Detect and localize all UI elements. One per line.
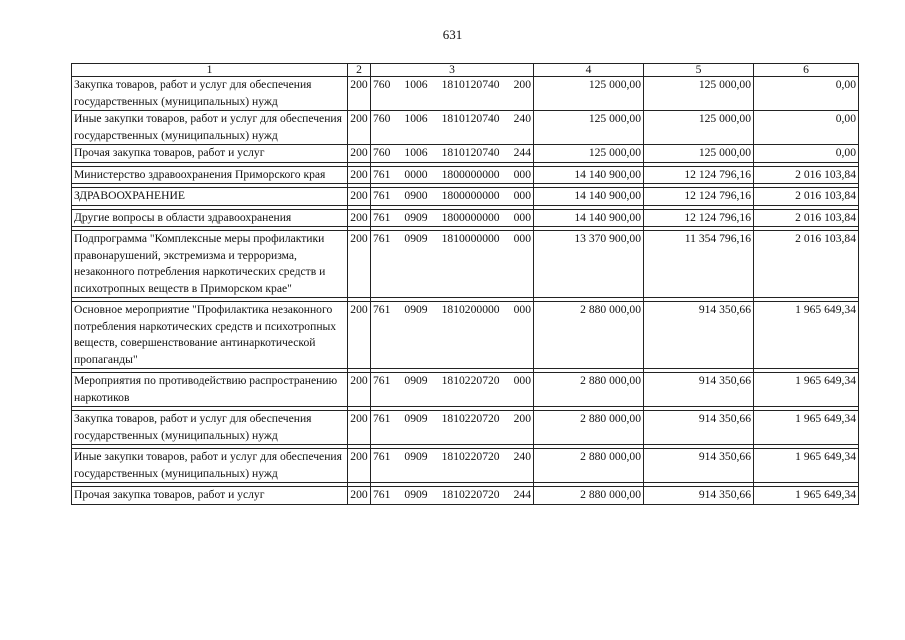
row-value-4: 125 000,00 [534,111,644,145]
code-department: 761 [373,412,391,425]
row-column-2: 200 [348,166,371,184]
code-target-article: 1810220720 [441,412,500,425]
header-col-6: 6 [754,64,859,77]
code-department: 761 [373,189,391,202]
table-row [72,373,859,407]
row-value-4: 125 000,00 [534,77,644,111]
table-header [72,64,859,77]
code-expense-type: 000 [513,167,531,181]
code-target-article: 1810200000 [441,303,500,316]
code-target-article: 1800000000 [441,167,500,181]
row-value-5: 125 000,00 [644,77,754,111]
code-expense-type: 000 [513,374,531,387]
table-row [72,411,859,445]
row-value-6: 2 016 103,84 [754,166,859,184]
header-col-5: 5 [644,64,754,77]
row-name: Другие вопросы в области здравоохранения [72,209,348,227]
row-name: Иные закупки товаров, работ и услуг для обеспечения государственных (муниципальных) нужд [72,449,348,483]
row-value-6: 1 965 649,34 [754,449,859,483]
row-value-4: 2 880 000,00 [534,487,644,505]
table-row [72,166,859,184]
code-target-article: 1810120740 [441,146,500,159]
code-section: 0900 [404,189,428,202]
row-value-5: 125 000,00 [644,145,754,163]
budget-code-parts [373,411,531,428]
table-row [72,111,859,145]
code-section: 0909 [404,232,428,245]
budget-code-parts [373,449,531,466]
code-expense-type: 000 [513,189,531,202]
row-name: Закупка товаров, работ и услуг для обеспечения государственных (муниципальных) нужд [72,77,348,111]
row-value-6: 1 965 649,34 [754,302,859,369]
row-name: Основное мероприятие "Профилактика незаконного потребления наркотических средств и психотропных веществ, совершенствование антинаркотической пропаганды" [72,302,348,369]
row-value-6: 0,00 [754,111,859,145]
row-value-4: 14 140 900,00 [534,188,644,206]
header-col-1: 1 [72,64,348,77]
code-expense-type: 240 [513,112,531,125]
code-target-article: 1810000000 [441,232,500,245]
code-section: 0909 [404,303,428,316]
budget-code-parts [373,210,531,227]
table-row [72,231,859,298]
row-value-4: 13 370 900,00 [534,231,644,298]
header-row [72,64,859,77]
code-expense-type: 000 [513,232,531,245]
code-expense-type: 200 [513,78,531,91]
code-department: 760 [373,78,391,91]
row-budget-code [371,77,534,111]
row-value-4: 14 140 900,00 [534,166,644,184]
row-value-4: 2 880 000,00 [534,373,644,407]
row-column-2: 200 [348,411,371,445]
code-target-article: 1810220720 [441,488,500,501]
row-value-5: 914 350,66 [644,411,754,445]
row-budget-code [371,373,534,407]
code-section: 0909 [404,450,428,463]
row-value-5: 914 350,66 [644,487,754,505]
row-budget-code [371,209,534,227]
row-budget-code [371,411,534,445]
row-value-5: 914 350,66 [644,302,754,369]
code-department: 761 [373,167,391,181]
code-target-article: 1810220720 [441,450,500,463]
budget-code-parts [373,77,531,94]
row-value-6: 0,00 [754,145,859,163]
table-row [72,302,859,369]
code-expense-type: 000 [513,303,531,316]
table-row [72,449,859,483]
row-value-4: 2 880 000,00 [534,449,644,483]
code-department: 761 [373,488,391,501]
row-value-6: 1 965 649,34 [754,373,859,407]
row-column-2: 200 [348,302,371,369]
row-value-6: 0,00 [754,77,859,111]
code-department: 760 [373,112,391,125]
row-column-2: 200 [348,145,371,163]
budget-code-parts [373,111,531,128]
row-budget-code [371,487,534,505]
row-value-6: 1 965 649,34 [754,487,859,505]
row-value-4: 2 880 000,00 [534,302,644,369]
code-expense-type: 200 [513,412,531,425]
header-col-4: 4 [534,64,644,77]
row-value-5: 125 000,00 [644,111,754,145]
code-department: 761 [373,303,391,316]
code-target-article: 1810120740 [441,112,500,125]
code-department: 761 [373,374,391,387]
budget-table [71,63,859,505]
row-name: ЗДРАВООХРАНЕНИЕ [72,188,348,206]
budget-code-parts [373,167,531,184]
row-value-5: 914 350,66 [644,449,754,483]
budget-code-parts [373,188,531,205]
row-column-2: 200 [348,188,371,206]
row-value-6: 2 016 103,84 [754,188,859,206]
row-budget-code [371,302,534,369]
row-name: Иные закупки товаров, работ и услуг для обеспечения государственных (муниципальных) нужд [72,111,348,145]
code-section: 0909 [404,374,428,387]
budget-code-parts [373,231,531,248]
code-department: 761 [373,210,391,224]
header-col-2: 2 [348,64,371,77]
row-budget-code [371,166,534,184]
table-body [72,77,859,505]
code-target-article: 1810120740 [441,78,500,91]
row-name: Прочая закупка товаров, работ и услуг [72,487,348,505]
table-row [72,209,859,227]
row-column-2: 200 [348,373,371,407]
row-value-5: 12 124 796,16 [644,188,754,206]
row-column-2: 200 [348,209,371,227]
code-section: 1006 [404,146,428,159]
code-expense-type: 244 [513,488,531,501]
row-value-4: 125 000,00 [534,145,644,163]
row-budget-code [371,231,534,298]
budget-code-parts [373,373,531,390]
row-column-2: 200 [348,449,371,483]
code-target-article: 1800000000 [441,189,500,202]
code-section: 1006 [404,78,428,91]
row-name: Прочая закупка товаров, работ и услуг [72,145,348,163]
row-column-2: 200 [348,77,371,111]
row-budget-code [371,188,534,206]
code-expense-type: 000 [513,210,531,224]
row-value-4: 14 140 900,00 [534,209,644,227]
budget-code-parts [373,487,531,504]
code-section: 1006 [404,112,428,125]
row-value-5: 12 124 796,16 [644,209,754,227]
code-target-article: 1810220720 [441,374,500,387]
row-column-2: 200 [348,231,371,298]
code-department: 760 [373,146,391,159]
code-section: 0000 [404,167,428,181]
code-target-article: 1800000000 [441,210,500,224]
table-row [72,487,859,505]
row-value-6: 2 016 103,84 [754,231,859,298]
row-value-5: 914 350,66 [644,373,754,407]
code-expense-type: 244 [513,146,531,159]
row-budget-code [371,145,534,163]
code-department: 761 [373,450,391,463]
row-value-5: 12 124 796,16 [644,166,754,184]
row-value-5: 11 354 796,16 [644,231,754,298]
code-section: 0909 [404,488,428,501]
table-row [72,77,859,111]
row-value-4: 2 880 000,00 [534,411,644,445]
row-name: Подпрограмма "Комплексные меры профилактики правонарушений, экстремизма и терроризма, незаконного потребления наркотических средств и психотропных веществ в Приморском крае" [72,231,348,298]
row-value-6: 1 965 649,34 [754,411,859,445]
row-name: Закупка товаров, работ и услуг для обеспечения государственных (муниципальных) нужд [72,411,348,445]
row-value-6: 2 016 103,84 [754,209,859,227]
row-column-2: 200 [348,111,371,145]
budget-code-parts [373,302,531,319]
row-column-2: 200 [348,487,371,505]
budget-code-parts [373,145,531,162]
table-row [72,188,859,206]
code-department: 761 [373,232,391,245]
row-budget-code [371,449,534,483]
table-row [72,145,859,163]
page-number: 631 [442,27,463,42]
code-section: 0909 [404,412,428,425]
row-name: Министерство здравоохранения Приморского края [72,166,348,184]
code-section: 0909 [404,210,428,224]
row-budget-code [371,111,534,145]
code-expense-type: 240 [513,450,531,463]
header-col-3: 3 [371,64,534,77]
row-name: Мероприятия по противодействию распространению наркотиков [72,373,348,407]
